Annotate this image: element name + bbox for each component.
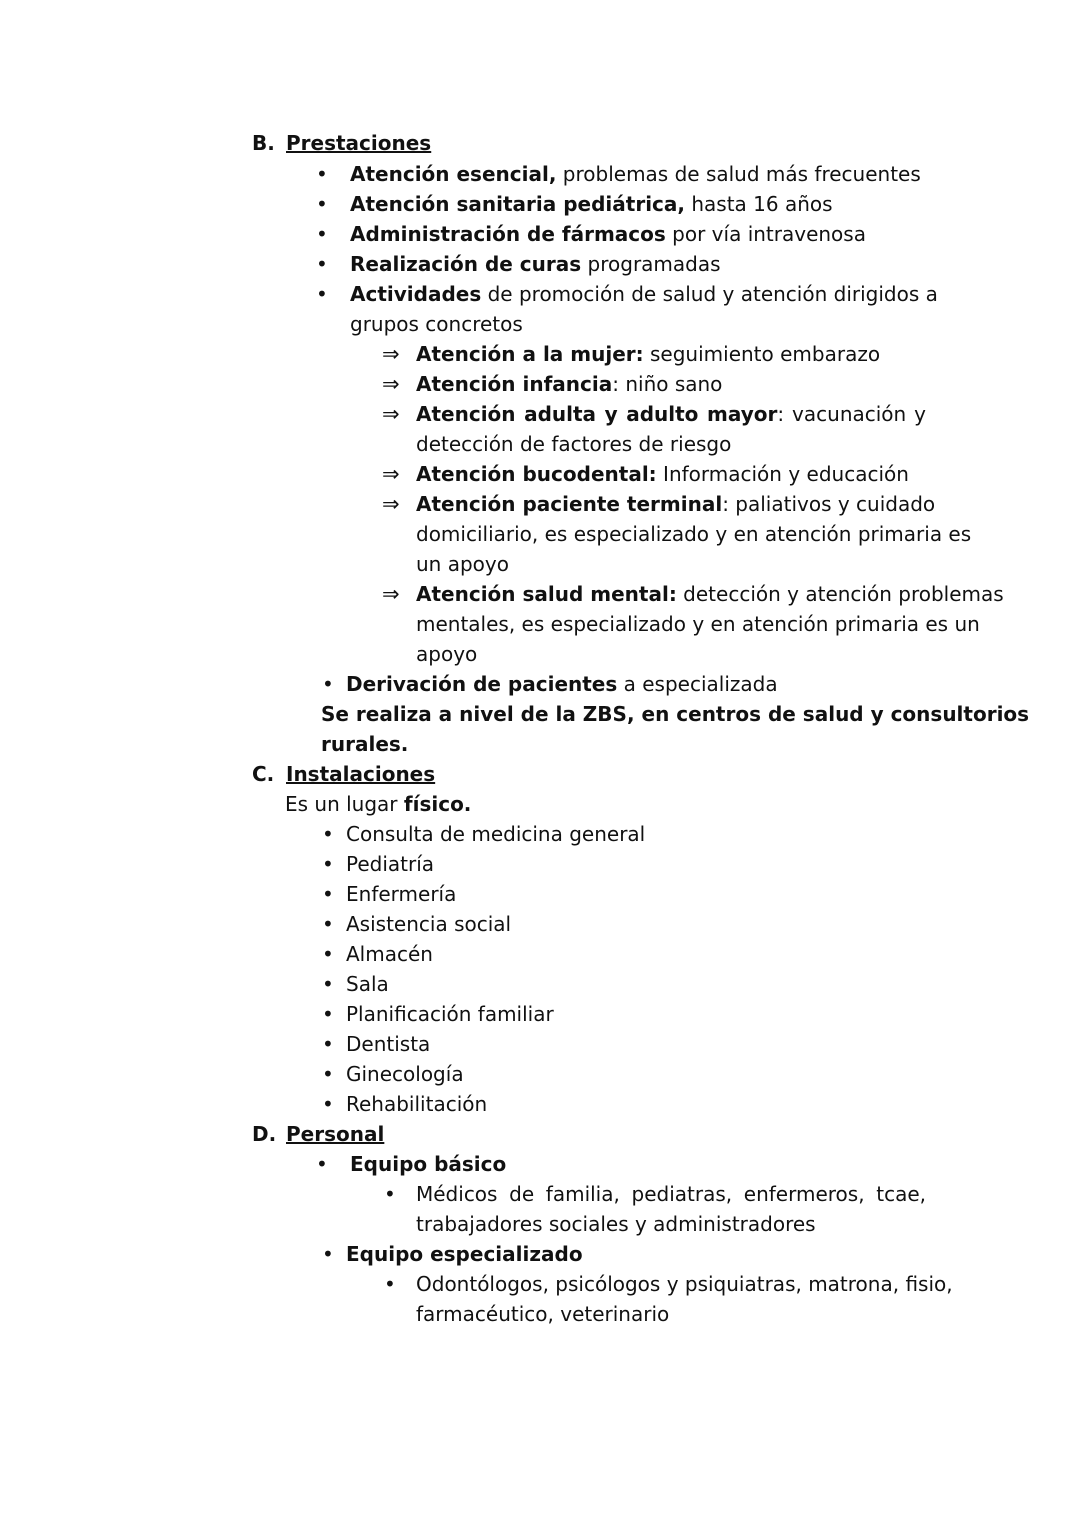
item-text: hasta 16 años — [685, 192, 833, 216]
item-text: Información y educación — [656, 462, 909, 486]
section-c-letter: C. — [252, 762, 275, 786]
intro-bold: físico. — [403, 792, 472, 816]
sub-list-item-continuation: domiciliario, es especializado y en atención primaria es — [416, 522, 972, 546]
item-bold: Administración de fármacos — [350, 222, 666, 246]
item-text: programadas — [581, 252, 721, 276]
list-item: Rehabilitación — [346, 1092, 488, 1116]
item-text: problemas de salud más frecuentes — [556, 162, 921, 186]
sub-list-item — [416, 579, 1004, 609]
sub-list-item — [416, 339, 880, 369]
list-item — [350, 219, 866, 249]
sub-list-item — [416, 489, 936, 519]
bullet-icon: • — [316, 162, 328, 186]
item-bold: Atención adulta y adulto mayor — [416, 402, 778, 426]
list-item: Consulta de medicina general — [346, 822, 646, 846]
bullet-icon: • — [322, 852, 334, 876]
section-d-title: Personal — [286, 1122, 385, 1146]
section-b-letter: B. — [252, 131, 275, 155]
bullet-icon: • — [384, 1182, 396, 1206]
sub-list-item-continuation: detección de factores de riesgo — [416, 432, 732, 456]
arrow-right-icon: ⇒ — [382, 402, 400, 426]
bullet-icon: • — [384, 1272, 396, 1296]
item-text: : niño sano — [612, 372, 723, 396]
bullet-icon: • — [316, 222, 328, 246]
item-text: : paliativos y cuidado — [722, 492, 936, 516]
list-item: Pediatría — [346, 852, 435, 876]
item-text: : vacunación y — [777, 402, 927, 426]
sub-list-item-continuation: mentales, es especializado y en atención primaria es un — [416, 612, 980, 636]
bullet-icon: • — [316, 192, 328, 216]
intro-text: Es un lugar — [285, 792, 404, 816]
sub-list-item-continuation: apoyo — [416, 642, 478, 666]
bullet-icon: • — [322, 1062, 334, 1086]
list-item: Ginecología — [346, 1062, 464, 1086]
item-bold: Atención paciente terminal — [416, 492, 723, 516]
bullet-icon: • — [316, 252, 328, 276]
bullet-icon: • — [316, 282, 328, 306]
section-b-note: Se realiza a nivel de la ZBS, en centros de salud y consultorios — [321, 702, 1030, 726]
section-b-note-continuation: rurales. — [321, 732, 409, 756]
list-item — [350, 249, 721, 279]
bullet-icon: • — [322, 882, 334, 906]
list-item: Enfermería — [346, 882, 457, 906]
list-item: Sala — [346, 972, 389, 996]
section-c-heading — [252, 759, 435, 789]
arrow-right-icon: ⇒ — [382, 492, 400, 516]
sub-list-item — [416, 459, 909, 489]
equipo-especializado-item: Odontólogos, psicólogos y psiquiatras, matrona, fisio, — [416, 1272, 953, 1296]
item-bold: Actividades — [350, 282, 482, 306]
list-item: Almacén — [346, 942, 433, 966]
list-item — [350, 189, 833, 219]
arrow-right-icon: ⇒ — [382, 372, 400, 396]
equipo-basico-title: Equipo básico — [350, 1152, 507, 1176]
section-b-heading — [252, 128, 431, 158]
item-bold: Atención salud mental: — [416, 582, 677, 606]
equipo-basico-item: Médicos de familia, pediatras, enfermeros, tcae, — [416, 1182, 926, 1206]
item-text: seguimiento embarazo — [643, 342, 881, 366]
list-item — [350, 279, 938, 309]
bullet-icon: • — [322, 672, 334, 696]
bullet-icon: • — [322, 912, 334, 936]
bullet-icon: • — [322, 972, 334, 996]
equipo-especializado-item-continuation: farmacéutico, veterinario — [416, 1302, 670, 1326]
item-text: a especializada — [617, 672, 778, 696]
item-text: de promoción de salud y atención dirigidos a — [481, 282, 938, 306]
item-bold: Atención sanitaria pediátrica, — [350, 192, 685, 216]
item-bold: Atención esencial, — [350, 162, 557, 186]
section-c-title: Instalaciones — [286, 762, 436, 786]
bullet-icon: • — [322, 1032, 334, 1056]
equipo-especializado-title: Equipo especializado — [346, 1242, 583, 1266]
arrow-right-icon: ⇒ — [382, 582, 400, 606]
item-text: por vía intravenosa — [665, 222, 866, 246]
bullet-icon: • — [322, 822, 334, 846]
sub-list-item — [416, 399, 926, 429]
list-item — [350, 159, 921, 189]
item-bold: Realización de curas — [350, 252, 582, 276]
list-item-continuation: grupos concretos — [350, 312, 523, 336]
section-d-letter: D. — [252, 1122, 277, 1146]
item-bold: Atención bucodental: — [416, 462, 657, 486]
equipo-basico-item-continuation: trabajadores sociales y administradores — [416, 1212, 816, 1236]
item-bold: Derivación de pacientes — [346, 672, 618, 696]
list-item: Planificación familiar — [346, 1002, 554, 1026]
bullet-icon: • — [316, 1152, 328, 1176]
arrow-right-icon: ⇒ — [382, 462, 400, 486]
bullet-icon: • — [322, 942, 334, 966]
item-text: detección y atención problemas — [676, 582, 1004, 606]
section-d-heading — [252, 1119, 384, 1149]
item-bold: Atención a la mujer: — [416, 342, 644, 366]
sub-list-item-continuation: un apoyo — [416, 552, 509, 576]
sub-list-item — [416, 369, 722, 399]
item-bold: Atención infancia — [416, 372, 613, 396]
list-item — [346, 669, 778, 699]
bullet-icon: • — [322, 1092, 334, 1116]
list-item: Dentista — [346, 1032, 431, 1056]
arrow-right-icon: ⇒ — [382, 342, 400, 366]
section-b-title: Prestaciones — [286, 131, 432, 155]
bullet-icon: • — [322, 1242, 334, 1266]
section-c-intro — [285, 789, 471, 819]
list-item: Asistencia social — [346, 912, 512, 936]
bullet-icon: • — [322, 1002, 334, 1026]
